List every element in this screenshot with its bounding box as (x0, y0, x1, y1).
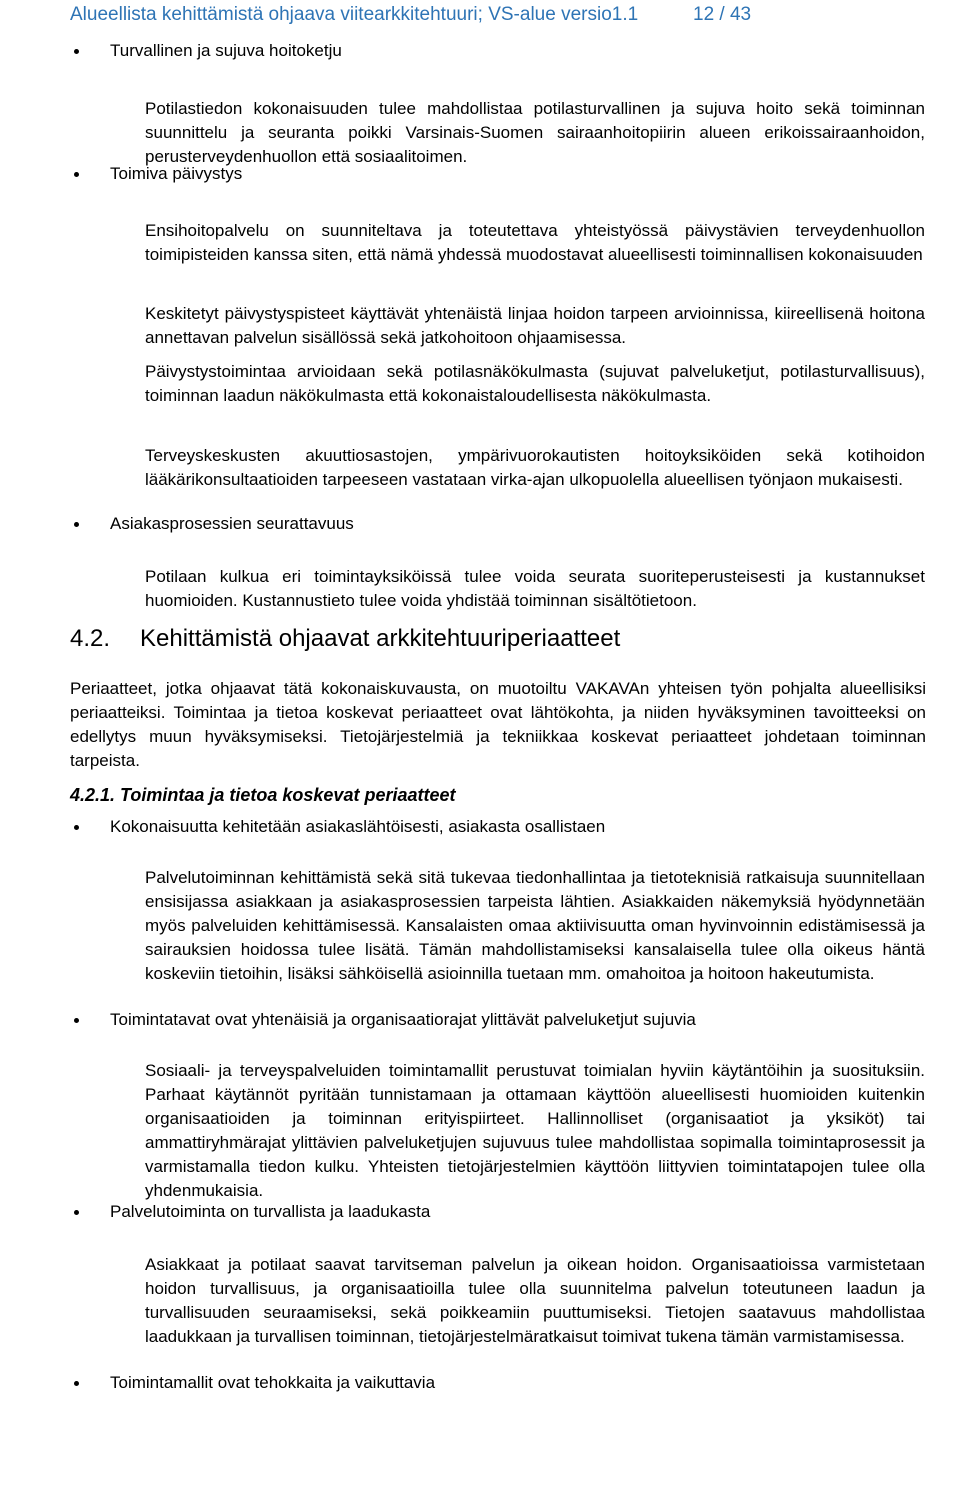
paragraph: Asiakkaat ja potilaat saavat tarvitseman palvelun ja oikean hoidon. Organisaatioissa varmistetaan hoidon turvallisuus, ja organisaatioilla tulee olla suunnitelma palvelun toteutuneen laadun ja turvallisuuden seuraamiseksi, sekä poikkeamiin puuttumiseksi. Tietojen saatavuus mahdollistaa laadukkaan ja turvallisen toiminnan, tietojärjestelmäratkaisut toimivat tukena tämän varmistamisessa. (145, 1255, 925, 1346)
bullet-dot-icon (74, 172, 79, 177)
section-heading-4-2-1: 4.2.1. Toimintaa ja tietoa koskevat periaatteet (70, 785, 456, 805)
paragraph: Potilastiedon kokonaisuuden tulee mahdollistaa potilasturvallinen ja sujuva hoito sekä toiminnan suunnittelu ja seuranta poikki Varsinais-Suomen sairaanhoitopiirin alueen erikoissairaanhoidon, perusterveydenhuollon että sosiaalitoimen. (145, 99, 925, 166)
paragraph: Sosiaali- ja terveyspalveluiden toimintamallit perustuvat toimialan hyviin käytäntöihin ja suosituksiin. Parhaat käytännöt pyritään tunnistamaan ja ottamaan käyttöön alueellisesti huomioiden kuitenkin organisaatioiden ja toiminnan erityispiirteet. Hallinnolliset (organisaatiot ja yksiköt) tai ammattiryhmärajat ylittävien palveluketjujen sujuvuus tulee mahdollistaa sopimalla toimintaprosessit ja varmistamalla tiedon kulku. Yhteisten tietojärjestelmien käyttöön liittyvien toimintatapojen tulee olla yhdenmukaisia. (145, 1061, 925, 1200)
paragraph: Periaatteet, jotka ohjaavat tätä kokonaiskuvausta, on muotoiltu VAKAVAn yhteisen työn pohjalta alueellisiksi periaatteiksi. Toimintaa ja tietoa koskevat periaatteet ovat lähtökohta, ja niiden hyväksyminen tavoitteeksi on edellytys muun hyväksymiseksi. Tietojärjestelmiä ja tekniikkaa koskevat periaatteet johdetaan toiminnan tarpeista. (70, 679, 926, 770)
page-header (70, 0, 900, 30)
bullet-dot-icon (74, 522, 79, 527)
bullet-dot-icon (74, 1381, 79, 1386)
paragraph: Terveyskeskusten akuuttiosastojen, ympärivuorokautisten hoitoyksiköiden sekä kotihoidon lääkärikonsultaatioiden tarpeeseen vastataan virka-ajan ulkopuolella alueellisen työnjaon mukaisesti. (145, 446, 925, 489)
document-title: Alueellista kehittämistä ohjaava viitearkkitehtuuri; VS-alue versio1.1 (70, 4, 639, 25)
paragraph: Päivystystoimintaa arvioidaan sekä potilasnäkökulmasta (sujuvat palveluketjut, potilasturvallisuus), toiminnan laadun näkökulmasta että kokonaistaloudellisesta näkökulmasta. (145, 362, 925, 405)
paragraph: Ensihoitopalvelu on suunniteltava ja toteutettava yhteistyössä päivystävien terveydenhuollon toimipisteiden kanssa siten, että nämä yhdessä muodostavat alueellisesti toiminnallisen kokonaisuuden (145, 221, 925, 264)
paragraph: Potilaan kulkua eri toimintayksiköissä tulee voida seurata suoriteperusteisesti ja kustannukset huomioiden. Kustannustieto tulee voida yhdistää toiminnan sisältötietoon. (145, 567, 925, 610)
bullet-dot-icon (74, 1210, 79, 1215)
paragraph: Palvelutoiminnan kehittämistä sekä sitä tukevaa tiedonhallintaa ja tietoteknisiä ratkaisuja suunnitellaan ensisijassa asiakkaan ja asiakasprosessien tarpeista lähtien. Asiakkaiden näkemyksiä hyödynnetään myös palveluiden kehittämisessä. Kansalaisten omaa aktiivisuutta oman hyvinvoinnin edistämisessä ja sairauksien hoidossa tulee lisätä. Tämän mahdollistamiseksi kansalaisella tulee olla oikeus häntä koskeviin tietoihin, lisäksi sähköisellä asioinnilla tuetaan mm. omahoitoa ja hoitoon hakeutumista. (145, 868, 925, 983)
page-number: 12 / 43 (693, 4, 752, 25)
bullet-dot-icon (74, 49, 79, 54)
paragraph: Keskitetyt päivystyspisteet käyttävät yhtenäistä linjaa hoidon tarpeen arvioinnissa, kiireellisenä hoitona annettavan palvelun sisällössä sekä jatkohoitoon ohjaamisessa. (145, 304, 925, 347)
bullet-dot-icon (74, 1018, 79, 1023)
bullet-dot-icon (74, 825, 79, 830)
